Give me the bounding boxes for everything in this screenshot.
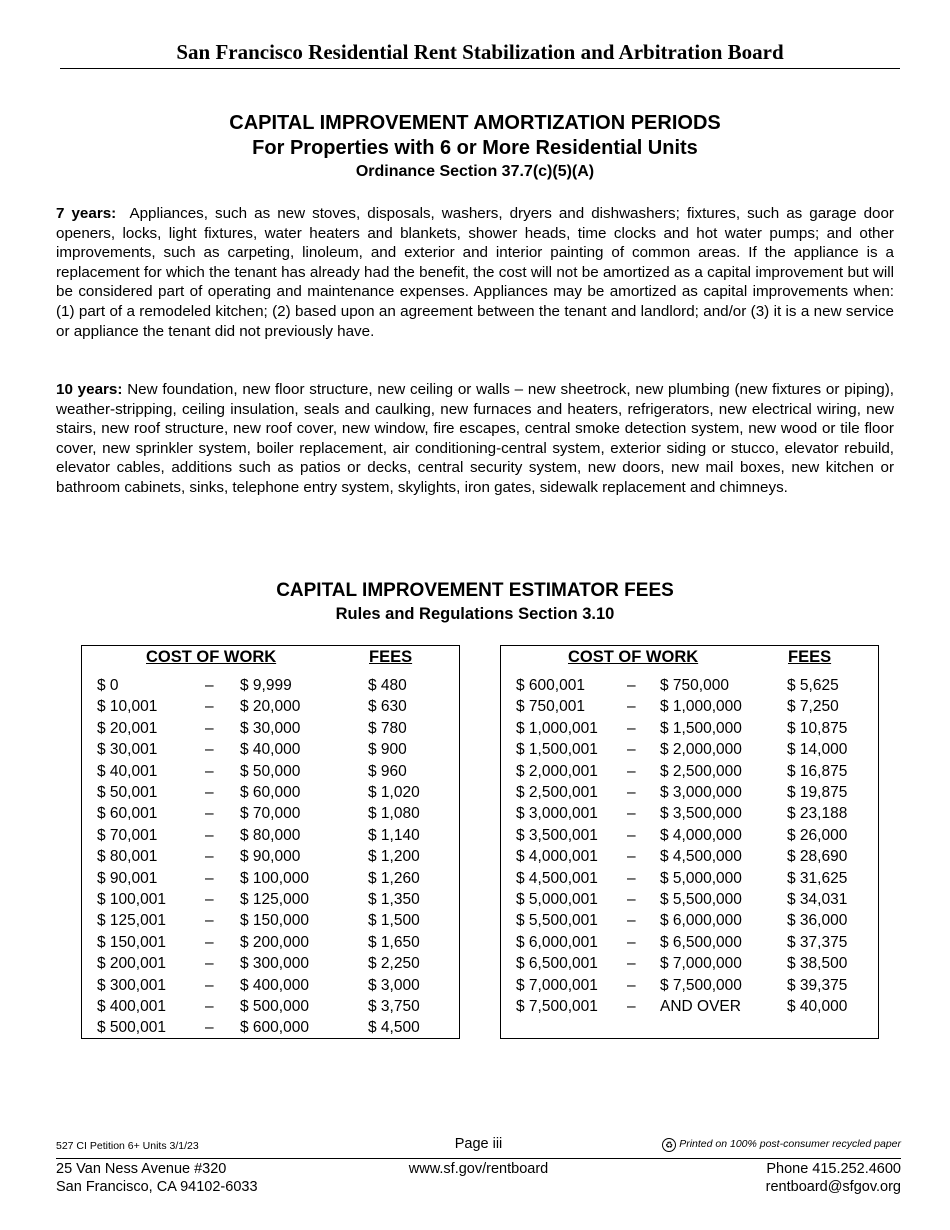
fee-value: $ 36,000 [787,912,848,930]
range-dash: – [205,826,214,844]
recycled-note [662,1138,901,1152]
range-dash: – [627,891,636,908]
cost-from: $ 500,001 [97,1019,166,1037]
table-row [501,870,878,891]
fee-value: $ 19,875 [787,784,848,801]
cost-to: $ 100,000 [240,869,309,887]
range-dash: – [205,933,214,951]
recycled-text: Printed on 100% post-consumer recycled paper [679,1138,901,1150]
range-dash: – [205,762,214,780]
fee-value: $ 1,500 [368,912,420,930]
website-link[interactable]: www.sf.gov/rentboard [408,1161,549,1177]
cost-from: $ 90,001 [97,869,158,887]
range-dash: – [205,869,214,887]
range-dash: – [627,805,636,823]
cost-from: $ 5,500,001 [516,912,598,930]
range-dash: – [627,976,636,994]
fee-value: $ 630 [368,698,407,716]
fee-value: $ 37,375 [787,933,848,951]
range-dash: – [205,1019,214,1037]
cost-from: $ 300,001 [97,976,166,994]
range-dash: – [205,719,214,737]
cost-to: $ 1,500,000 [660,719,742,737]
table-row [82,891,459,912]
table-row [82,827,459,848]
fee-value: $ 1,260 [368,869,420,887]
range-dash: – [205,784,214,801]
range-dash: – [205,998,214,1015]
table-row [501,784,878,805]
cost-to: $ 2,000,000 [660,741,742,759]
fee-table-right [500,645,879,1039]
fee-value: $ 10,875 [787,719,848,737]
range-dash: – [627,933,636,951]
fee-value: $ 3,000 [368,976,420,994]
fee-value: $ 900 [368,741,407,759]
table-row [82,977,459,998]
fees-header: FEES [369,648,413,666]
cost-from: $ 100,001 [97,891,166,908]
fee-value: $ 780 [368,719,407,737]
cost-to: $ 400,000 [240,976,309,994]
email-link[interactable]: rentboard@sfgov.org [765,1179,901,1195]
cost-from: $ 2,500,001 [516,784,598,801]
title-block [0,111,950,183]
cost-to: $ 3,500,000 [660,805,742,823]
cost-of-work-header: COST OF WORK [146,648,277,666]
cost-from: $ 1,500,001 [516,741,598,759]
fee-value: $ 31,625 [787,869,848,887]
range-dash: – [627,826,636,844]
fee-value: $ 38,500 [787,955,848,973]
cost-from: $ 0 [97,677,119,694]
table-row [501,934,878,955]
cost-from: $ 4,500,001 [516,869,598,887]
cost-to: $ 80,000 [240,826,301,844]
table-row [82,912,459,933]
table-row [501,955,878,976]
cost-to: $ 4,000,000 [660,826,742,844]
fee-value: $ 1,140 [368,826,420,844]
cost-from: $ 70,001 [97,826,158,844]
table-row [501,848,878,869]
cost-to: $ 2,500,000 [660,762,742,780]
cost-from: $ 40,001 [97,762,158,780]
fee-value: $ 1,020 [368,784,420,801]
fee-value: $ 1,650 [368,933,420,951]
phone: Phone 415.252.4600 [766,1161,901,1177]
table-row [501,998,878,1019]
fees-title-block [0,579,950,625]
table-row [501,977,878,998]
cost-from: $ 3,500,001 [516,826,598,844]
range-dash: – [205,955,214,973]
cost-from: $ 200,001 [97,955,166,973]
range-dash: – [627,741,636,759]
table-row [82,720,459,741]
fee-value: $ 40,000 [787,998,848,1015]
range-dash: – [627,762,636,780]
table-row [82,848,459,869]
table-row [82,998,459,1019]
paragraph-lead: 10 years: [56,381,123,398]
cost-to: $ 7,000,000 [660,955,742,973]
fee-value: $ 23,188 [787,805,848,823]
cost-to: $ 5,000,000 [660,869,742,887]
cost-to: $ 4,500,000 [660,848,742,866]
cost-to: $ 40,000 [240,741,301,759]
cost-to: $ 500,000 [240,998,309,1015]
cost-from: $ 2,000,001 [516,762,598,780]
fee-value: $ 28,690 [787,848,848,866]
table-row [501,912,878,933]
table-row [82,698,459,719]
cost-to: $ 50,000 [240,762,301,780]
cost-from: $ 750,001 [516,698,585,716]
range-dash: – [627,998,636,1015]
cost-from: $ 5,000,001 [516,891,598,908]
table-row [501,763,878,784]
table-row [82,741,459,762]
cost-to: $ 7,500,000 [660,976,742,994]
range-dash: – [627,869,636,887]
fee-value: $ 1,200 [368,848,420,866]
fees-header: FEES [788,648,832,666]
cost-to: $ 60,000 [240,784,301,801]
range-dash: – [627,719,636,737]
table-row [82,955,459,976]
range-dash: – [205,698,214,716]
paragraph-text: Appliances, such as new stoves, disposals, washers, dryers and dishwashers; fixtures, such as garage door openers, locks, light fixtures, water heaters and blankets, shower heads, time clocks and hot water pumps; and other improvements, such as carpeting, linoleum, and exterior and interior painting of common areas. If the appliance is a replacement for which the tenant has already had the benefit, the cost will not be amortized as a capital improvement but will be considered part of operating and maintenance expenses. Appliances may be amortized as capital improvements when: (1) part of a remodeled kitchen; (2) based upon an agreement between the tenant and landlord; and/or (3) it is a new service or appliance the tenant did not previously have. [56,205,894,340]
cost-to: $ 9,999 [240,677,292,694]
cost-from: $ 125,001 [97,912,166,930]
paragraph-10-years [56,380,894,498]
fee-value: $ 960 [368,762,407,780]
fee-table-left [81,645,460,1039]
fee-value: $ 39,375 [787,976,848,994]
cost-from: $ 3,000,001 [516,805,598,823]
address-line-1: 25 Van Ness Avenue #320 [56,1161,227,1177]
table-row [501,720,878,741]
fee-value: $ 14,000 [787,741,848,759]
fee-value: $ 16,875 [787,762,848,780]
footer-top [56,1136,901,1159]
cost-from: $ 400,001 [97,998,166,1015]
cost-to: $ 300,000 [240,955,309,973]
cost-to: $ 150,000 [240,912,309,930]
fee-value: $ 34,031 [787,891,848,908]
fee-value: $ 1,080 [368,805,420,823]
table-row [501,698,878,719]
cost-from: $ 80,001 [97,848,158,866]
ordinance-section: Ordinance Section 37.7(c)(5)(A) [355,163,595,180]
table-row [82,1019,459,1040]
range-dash: – [205,741,214,759]
table-row [501,677,878,698]
masthead: San Francisco Residential Rent Stabilization and Arbitration Board [60,40,900,69]
rules-section: Rules and Regulations Section 3.10 [335,605,615,623]
address-line-2: San Francisco, CA 94102-6033 [56,1179,258,1195]
cost-from: $ 150,001 [97,933,166,951]
table-row [82,870,459,891]
cost-to: $ 600,000 [240,1019,309,1037]
fee-value: $ 3,750 [368,998,420,1015]
cost-from: $ 6,000,001 [516,933,598,951]
range-dash: – [627,912,636,930]
table-row [501,805,878,826]
cost-from: $ 60,001 [97,805,158,823]
fee-value: $ 2,250 [368,955,420,973]
table-row [501,891,878,912]
cost-to: $ 6,500,000 [660,933,742,951]
table-row [501,741,878,762]
range-dash: – [205,891,214,908]
cost-to: $ 30,000 [240,719,301,737]
range-dash: – [205,848,214,866]
table-row [82,784,459,805]
cost-to: $ 750,000 [660,677,729,694]
range-dash: – [627,955,636,973]
cost-of-work-header: COST OF WORK [568,648,699,666]
fee-value: $ 7,250 [787,698,839,716]
cost-to: $ 5,500,000 [660,891,742,908]
cost-to: $ 90,000 [240,848,301,866]
range-dash: – [627,698,636,716]
cost-from: $ 600,001 [516,677,585,694]
cost-from: $ 7,000,001 [516,976,598,994]
cost-to: $ 200,000 [240,933,309,951]
cost-from: $ 6,500,001 [516,955,598,973]
range-dash: – [205,976,214,994]
paragraph-7-years [56,204,894,341]
main-title: CAPITAL IMPROVEMENT AMORTIZATION PERIODS [229,112,721,134]
range-dash: – [205,677,214,694]
fee-value: $ 26,000 [787,826,848,844]
fee-value: $ 5,625 [787,677,839,694]
paragraph-lead: 7 years: [56,205,117,222]
fee-value: $ 1,350 [368,891,420,908]
subtitle: For Properties with 6 or More Residential Units [252,137,698,159]
cost-from: $ 7,500,001 [516,998,598,1015]
cost-from: $ 10,001 [97,698,158,716]
range-dash: – [627,677,636,694]
cost-to: AND OVER [660,998,741,1015]
form-id: 527 CI Petition 6+ Units 3/1/23 [56,1140,199,1152]
recycle-icon: ♻ [662,1138,676,1152]
cost-from: $ 30,001 [97,741,158,759]
range-dash: – [205,912,214,930]
range-dash: – [627,784,636,801]
table-row [82,934,459,955]
table-row [82,763,459,784]
cost-to: $ 70,000 [240,805,301,823]
table-row [82,677,459,698]
table-row [501,827,878,848]
cost-to: $ 3,000,000 [660,784,742,801]
cost-from: $ 4,000,001 [516,848,598,866]
cost-from: $ 1,000,001 [516,719,598,737]
fee-value: $ 4,500 [368,1019,420,1037]
fee-value: $ 480 [368,677,407,694]
range-dash: – [627,848,636,866]
table-row [82,805,459,826]
contact [766,1160,901,1196]
cost-to: $ 1,000,000 [660,698,742,716]
cost-to: $ 125,000 [240,891,309,908]
cost-from: $ 20,001 [97,719,158,737]
cost-from: $ 50,001 [97,784,158,801]
fees-title: CAPITAL IMPROVEMENT ESTIMATOR FEES [276,580,674,601]
cost-to: $ 20,000 [240,698,301,716]
cost-to: $ 6,000,000 [660,912,742,930]
range-dash: – [205,805,214,823]
page-number: Page iii [454,1136,503,1152]
paragraph-text: New foundation, new floor structure, new ceiling or walls – new sheetrock, new plumbing (new fixtures or piping), weather-stripping, ceiling insulation, seals and caulking, new furnaces and heaters, refrigerators, new electrical wiring, new stairs, new roof structure, new roof cover, new window, fire escapes, central smoke detection system, new wood or tile floor cover, new sprinkler system, boiler replacement, air conditioning-central system, exterior siding or stucco, elevator rebuild, elevator cables, additions such as patios or decks, central security system, new doors, new mail boxes, new kitchen or bathroom cabinets, sinks, telephone entry system, skylights, iron gates, sidewalk replacement and chimneys. [56,381,894,496]
